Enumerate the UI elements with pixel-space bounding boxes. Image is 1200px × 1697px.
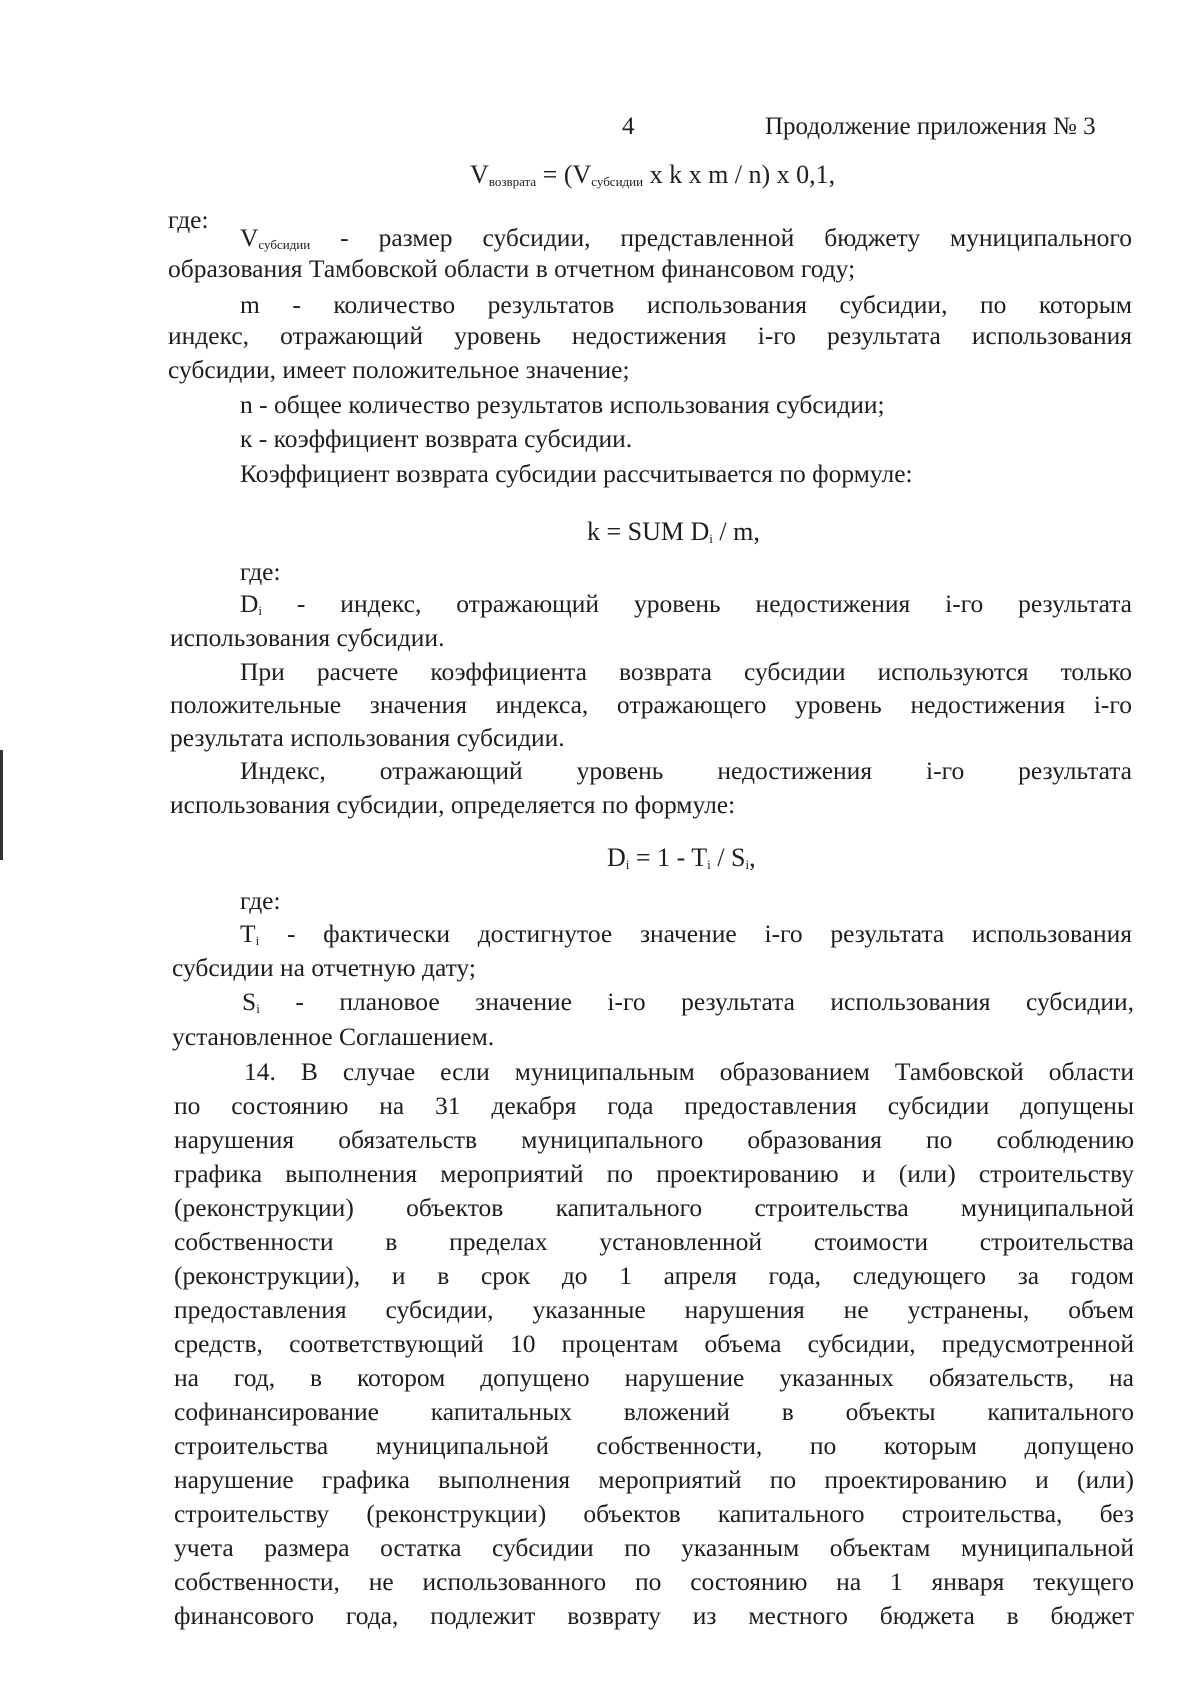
p14-line: (реконструкции) объектов капитального строительства муниципальной [174, 1193, 1134, 1222]
formula-return-coefficient: k = SUM $D_i$ / m, [587, 517, 760, 546]
paragraph-line: образования Тамбовской области в отчетном финансовом году; [168, 254, 856, 283]
scan-edge-mark [0, 750, 3, 860]
where-label-2: где: [240, 557, 281, 586]
paragraph-line: Коэффициент возврата субсидии рассчитывается по формуле: [240, 459, 913, 488]
paragraph-line: индекс, отражающий уровень недостижения i-го результата использования [168, 321, 1132, 350]
p14-line: финансового года, подлежит возврату из местного бюджета в бюджет [174, 1601, 1134, 1630]
paragraph-line: $D_i$ - индекс, отражающий уровень недостижения i-го результата [240, 589, 1132, 618]
formula-index: $D_i = 1 - T_i / S_i$, [607, 843, 756, 872]
paragraph-line: использования субсидии. [170, 623, 445, 652]
where-label-3: где: [240, 886, 281, 915]
paragraph-line: При расчете коэффициента возврата субсидии используются только [240, 657, 1132, 686]
p14-line: предоставления субсидии, указанные нарушения не устранены, объем [174, 1295, 1134, 1324]
p14-line: строительства муниципальной собственности, по которым допущено [174, 1431, 1134, 1460]
p14-line: графика выполнения мероприятий по проектированию и (или) строительству [174, 1159, 1134, 1188]
paragraph-line: к - коэффициент возврата субсидии. [240, 424, 633, 453]
paragraph-line: n - общее количество результатов использования субсидии; [240, 390, 885, 419]
paragraph-line: $S_i$ - плановое значение i-го результата использования субсидии, [242, 987, 1134, 1016]
paragraph-line: установленное Соглашением. [172, 1022, 495, 1051]
continuation-header: Продолжение приложения № 3 [765, 113, 1096, 140]
p14-line: нарушения обязательств муниципального образования по соблюдению [174, 1125, 1134, 1154]
paragraph-line: $T_i$ - фактически достигнутое значение i-го результата использования [240, 919, 1132, 948]
p14-line: 14. В случае если муниципальным образованием Тамбовской области [244, 1057, 1134, 1086]
paragraph-line: использования субсидии, определяется по формуле: [170, 790, 736, 819]
paragraph-line: субсидии на отчетную дату; [172, 953, 476, 982]
paragraph-line: положительные значения индекса, отражающего уровень недостижения i-го [170, 690, 1132, 719]
p14-line: на год, в котором допущено нарушение указанных обязательств, на [174, 1363, 1134, 1392]
p14-line: по состоянию на 31 декабря года предоставления субсидии допущены [174, 1091, 1134, 1120]
formula-return-volume: $V_{возврата} = (V_{субсидии}$ x k x m / n) x 0,1, [470, 160, 836, 189]
p14-line: собственности, не использованного по состоянию на 1 января текущего [174, 1567, 1134, 1596]
paragraph-line: субсидии, имеет положительное значение; [168, 355, 630, 384]
paragraph-line: Индекс, отражающий уровень недостижения i-го результата [240, 756, 1132, 785]
p14-line: строительству (реконструкции) объектов капитального строительства, без [174, 1499, 1134, 1528]
p14-line: учета размера остатка субсидии по указанным объектам муниципальной [174, 1533, 1134, 1562]
paragraph-line: результата использования субсидии. [170, 723, 565, 752]
paragraph-line: $V_{субсидии}$ - размер субсидии, представленной бюджету муниципального [240, 223, 1132, 252]
p14-line: нарушение графика выполнения мероприятий по проектированию и (или) [174, 1465, 1134, 1494]
page-number: 4 [622, 113, 635, 140]
paragraph-line: m - количество результатов использования субсидии, по которым [240, 290, 1132, 319]
p14-line: софинансирование капитальных вложений в объекты капитального [174, 1397, 1134, 1426]
p14-line: средств, соответствующий 10 процентам объема субсидии, предусмотренной [174, 1329, 1134, 1358]
p14-line: собственности в пределах установленной стоимости строительства [174, 1227, 1134, 1256]
p14-line: (реконструкции), и в срок до 1 апреля года, следующего за годом [174, 1261, 1134, 1290]
where-label-1: где: [168, 205, 209, 234]
